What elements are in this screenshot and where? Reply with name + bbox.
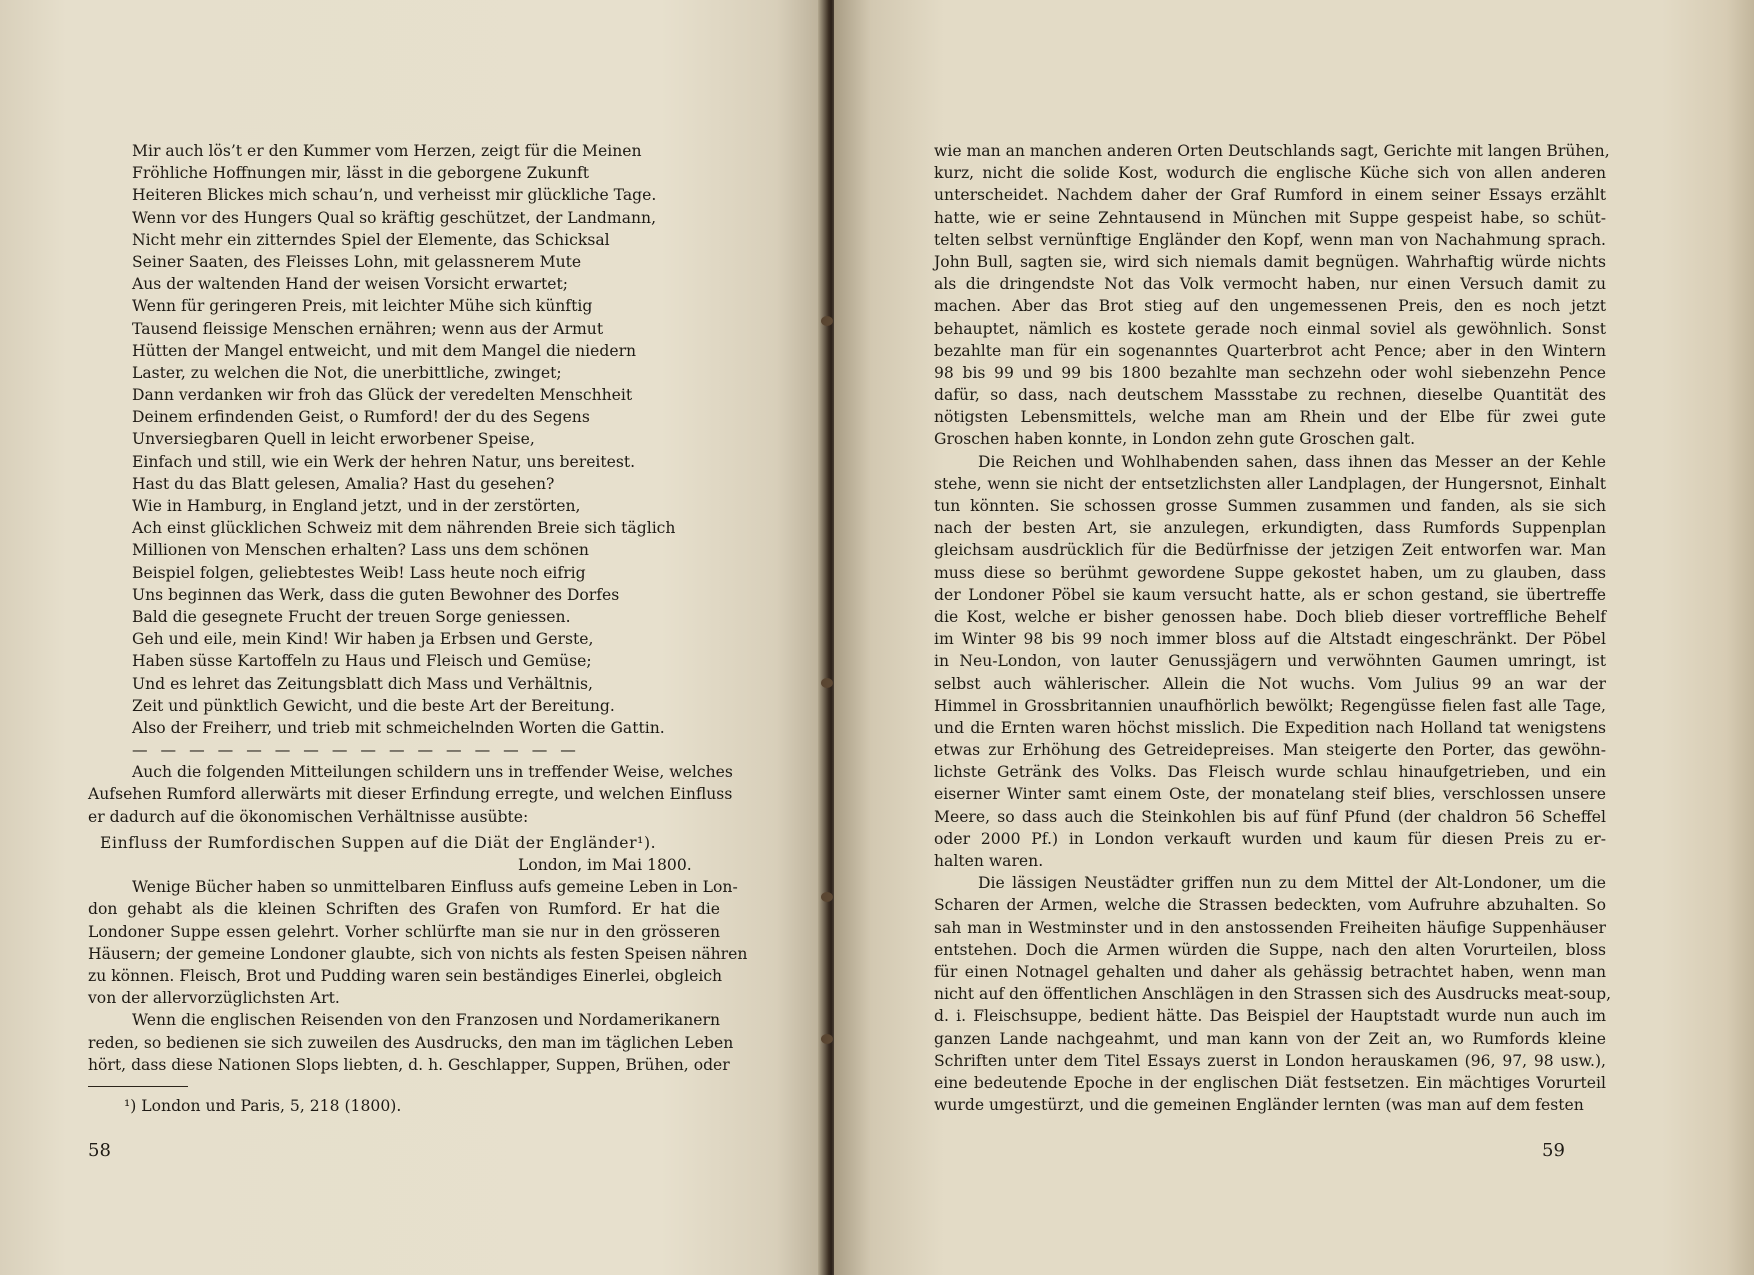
- section-heading: Einfluss der Rumfordischen Suppen auf die Diät der Engländer¹).: [100, 833, 657, 852]
- ellipsis-dashes: — — — — — — — — — — — — — — — —: [132, 741, 580, 760]
- text-line: Aufsehen Rumford allerwärts mit dieser Erfindung erregte, und welchen Einfluss: [88, 785, 733, 804]
- binding-stitch: [821, 678, 833, 688]
- text-line: Mir auch lös’t er den Kummer vom Herzen, zeigt für die Meinen: [132, 142, 642, 160]
- left-page-text: [88, 140, 748, 1117]
- intro-paragraph: [88, 761, 733, 828]
- text-line: Geh und eile, mein Kind! Wir haben ja Erbsen und Gerste,: [132, 630, 594, 649]
- text-line: Wenige Bücher haben so unmittelbaren Einfluss aufs gemeine Leben in Lon-: [132, 878, 738, 897]
- text-line: telten selbst vernünftige Engländer den Kopf, wenn man von Nachahmung sprach.: [934, 230, 1606, 249]
- text-line: bezahlte man für ein sogenanntes Quarterbrot acht Pence; aber in den Wintern: [934, 341, 1606, 360]
- binding-stitch: [821, 1034, 833, 1044]
- text-line: Uns beginnen das Werk, dass die guten Bewohner des Dorfes: [132, 585, 620, 604]
- text-line: Fröhliche Hoffnungen mir, lässt in die geborgene Zukunft: [132, 164, 590, 183]
- text-line: etwas zur Erhöhung des Getreidepreises. Man steigerte den Porter, das gewöhn-: [934, 741, 1606, 760]
- text-line: muss diese so berühmt gewordene Suppe gekostet haben, um zu glauben, dass: [934, 563, 1606, 582]
- text-line: in Neu-London, von lauter Genussjägern und verwöhnten Gaumen umringt, ist: [934, 652, 1606, 671]
- left-page: [0, 0, 826, 1275]
- text-line: als die dringendste Not das Volk vermocht haben, nur einen Versuch damit zu: [934, 275, 1606, 294]
- text-line: Hast du das Blatt gelesen, Amalia? Hast du gesehen?: [132, 474, 555, 493]
- text-line: hört, dass diese Nationen Slops liebten, d. h. Geschlapper, Suppen, Brühen, oder: [88, 1055, 730, 1074]
- text-line: Groschen haben konnte, in London zehn gute Groschen galt.: [934, 430, 1416, 449]
- text-line: Ach einst glücklichen Schweiz mit dem nährenden Breie sich täglich: [132, 519, 676, 538]
- right-page: [834, 0, 1754, 1275]
- text-line: von der allervorzüglichsten Art.: [88, 989, 340, 1008]
- right-page-text: [934, 140, 1612, 1116]
- text-line: lichste Getränk des Volks. Das Fleisch wurde schlau hinaufgetrieben, und ein: [934, 763, 1606, 782]
- text-line: Haben süsse Kartoffeln zu Haus und Fleisch und Gemüse;: [132, 652, 592, 671]
- paragraph-3: [934, 872, 1612, 1116]
- text-line: Heiteren Blickes mich schau’n, und verheisst mir glückliche Tage.: [132, 186, 657, 205]
- paragraph-2: [88, 1009, 734, 1076]
- text-line: John Bull, sagten sie, wird sich niemals damit begnügen. Wahrhaftig würde nichts: [934, 252, 1606, 271]
- text-line: Meere, so dass auch die Steinkohlen bis auf fünf Pfund (der chaldron 56 Scheffel: [934, 807, 1606, 826]
- text-line: stehe, wenn sie nicht der entsetzlichsten aller Landplagen, der Hungersnot, Einhalt: [934, 474, 1606, 493]
- text-line: Tausend fleissige Menschen ernähren; wenn aus der Armut: [132, 319, 604, 338]
- text-line: Unversiegbaren Quell in leicht erworbener Speise,: [132, 430, 535, 449]
- text-line: oder 2000 Pf.) in London verkauft wurden und kaum für diesen Preis zu er-: [934, 829, 1606, 848]
- text-line: Millionen von Menschen erhalten? Lass uns dem schönen: [132, 541, 589, 560]
- paragraph-1: [934, 140, 1610, 451]
- text-line: don gehabt als die kleinen Schriften des Grafen von Rumford. Er hat die: [88, 900, 720, 919]
- text-line: eine bedeutende Epoche in der englischen Diät festsetzen. Ein mächtiges Vorurteil: [934, 1073, 1606, 1092]
- text-line: Himmel in Grossbritannien unaufhörlich bewölkt; Regengüsse fielen fast alle Tage,: [934, 696, 1606, 715]
- text-line: Hütten der Mangel entweicht, und mit dem Mangel die niedern: [132, 341, 637, 360]
- page-number-left: 58: [88, 1140, 111, 1161]
- text-line: Scharen der Armen, welche die Strassen bedeckten, vom Aufruhre abzuhalten. So: [934, 896, 1606, 915]
- footnote: ¹) London und Paris, 5, 218 (1800).: [124, 1096, 402, 1115]
- text-line: kurz, nicht die solide Kost, wodurch die englische Küche sich von allen anderen: [934, 164, 1606, 183]
- text-line: Laster, zu welchen die Not, die unerbittliche, zwinget;: [132, 363, 562, 382]
- text-line: wurde umgestürzt, und die gemeinen Engländer lernten (was man auf dem festen: [934, 1096, 1584, 1115]
- text-line: Seiner Saaten, des Fleisses Lohn, mit gelassnerem Mute: [132, 252, 582, 271]
- text-line: wie man an manchen anderen Orten Deutschlands sagt, Gerichte mit langen Brühen,: [934, 142, 1610, 160]
- text-line: Die lässigen Neustädter griffen nun zu dem Mittel der Alt-Londoner, um die: [978, 874, 1606, 893]
- text-line: 98 bis 99 und 99 bis 1800 bezahlte man sechzehn oder wohl siebenzehn Pence: [934, 363, 1606, 382]
- paragraph-2: [934, 451, 1606, 873]
- text-line: Beispiel folgen, geliebtestes Weib! Lass heute noch eifrig: [132, 563, 586, 582]
- text-line: Also der Freiherr, und trieb mit schmeichelnden Worten die Gattin.: [132, 718, 665, 737]
- text-line: Londoner Suppe essen gelehrt. Vorher schlürfte man sie nur in den grösseren: [88, 922, 720, 941]
- text-line: gleichsam ausdrücklich für die Bedürfnisse der jetzigen Zeit entworfen war. Man: [934, 541, 1606, 560]
- text-line: für einen Notnagel gehalten und daher als gehässig betrachtet haben, wenn man: [934, 962, 1606, 981]
- text-line: Bald die gesegnete Frucht der treuen Sorge geniessen.: [132, 607, 571, 626]
- binding-stitch: [821, 892, 833, 902]
- text-line: Wie in Hamburg, in England jetzt, und in der zerstörten,: [132, 497, 581, 515]
- text-line: Häusern; der gemeine Londoner glaubte, sich von nichts als festen Speisen nähren: [88, 944, 748, 963]
- text-line: im Winter 98 bis 99 noch immer bloss auf die Altstadt eingeschränkt. Der Pöbel: [934, 630, 1606, 649]
- text-line: entstehen. Doch die Armen würden die Suppe, nach den alten Vorurteilen, bloss: [934, 940, 1606, 959]
- text-line: nötigsten Lebensmittels, welche man am Rhein und der Elbe für zwei gute: [934, 408, 1606, 427]
- paragraph-1: [88, 876, 748, 1009]
- text-line: Einfach und still, wie ein Werk der hehren Natur, uns bereitest.: [132, 452, 636, 471]
- text-line: nach der besten Art, sie anzulegen, erkundigten, dass Rumfords Suppenplan: [934, 519, 1606, 538]
- text-line: Und es lehret das Zeitungsblatt dich Mass und Verhältnis,: [132, 674, 593, 693]
- poem: [132, 140, 720, 739]
- text-line: der Londoner Pöbel sie kaum versucht hatte, als er schon gestand, sie übertreffe: [934, 585, 1606, 604]
- text-line: Die Reichen und Wohlhabenden sahen, dass ihnen das Messer an der Kehle: [978, 452, 1606, 471]
- dateline: London, im Mai 1800.: [518, 856, 692, 874]
- text-line: Aus der waltenden Hand der weisen Vorsicht erwartet;: [132, 275, 569, 294]
- text-line: eiserner Winter samt einem Oste, der monatelang steif blies, verschlossen unsere: [934, 785, 1606, 804]
- text-line: Nicht mehr ein zitterndes Spiel der Elemente, das Schicksal: [132, 230, 610, 249]
- text-line: d. i. Fleischsuppe, bedient hätte. Das Beispiel der Hauptstadt wurde nun auch im: [934, 1007, 1606, 1026]
- text-line: Dann verdanken wir froh das Glück der veredelten Menschheit: [132, 386, 633, 405]
- text-line: ganzen Lande nachgeahmt, und man kann von der Zeit an, wo Rumfords kleine: [934, 1029, 1606, 1048]
- text-line: tun könnten. Sie schossen grosse Summen zusammen und fanden, als sie sich: [934, 497, 1606, 515]
- text-line: nicht auf den öffentlichen Anschlägen in den Strassen sich des Ausdrucks meat-soup,: [934, 985, 1612, 1004]
- text-line: behauptet, nämlich es kostete gerade noch einmal soviel als gewöhnlich. Sonst: [934, 319, 1606, 338]
- text-line: Zeit und pünktlich Gewicht, und die beste Art der Bereitung.: [132, 696, 615, 715]
- text-line: selbst auch wählerischer. Allein die Not wuchs. Vom Julius 99 an war der: [934, 674, 1606, 693]
- text-line: Schriften unter dem Titel Essays zuerst in London herauskamen (96, 97, 98 usw.),: [934, 1051, 1606, 1070]
- text-line: reden, so bedienen sie sich zuweilen des Ausdrucks, den man im täglichen Leben: [88, 1033, 734, 1052]
- text-line: dafür, so dass, nach deutschem Massstabe zu rechnen, dieselbe Quantität des: [934, 386, 1606, 405]
- binding-stitch: [821, 316, 833, 326]
- text-line: machen. Aber das Brot stieg auf den ungemessenen Preis, den es noch jetzt: [934, 297, 1606, 316]
- text-line: halten waren.: [934, 852, 1044, 870]
- text-line: die Kost, welche er bisher genossen habe. Doch blieb dieser vortreffliche Behelf: [934, 607, 1606, 626]
- text-line: unterscheidet. Nachdem daher der Graf Rumford in einem seiner Essays erzählt: [934, 186, 1606, 205]
- text-line: Deinem erfindenden Geist, o Rumford! der du des Segens: [132, 408, 590, 427]
- footnote-rule: [88, 1086, 188, 1087]
- text-line: Wenn vor des Hungers Qual so kräftig geschützet, der Landmann,: [132, 208, 657, 227]
- text-line: hatte, wie er seine Zehntausend in München mit Suppe gespeist habe, so schüt-: [934, 208, 1606, 227]
- page-number-right: 59: [1542, 1140, 1565, 1161]
- text-line: sah man in Westminster und in den anstossenden Freiheiten häufige Suppenhäuser: [934, 918, 1606, 937]
- text-line: und die Ernten waren höchst misslich. Die Expedition nach Holland tat wenigstens: [934, 718, 1606, 737]
- text-line: Wenn für geringeren Preis, mit leichter Mühe sich künftig: [132, 297, 593, 316]
- text-line: er dadurch auf die ökonomischen Verhältnisse ausübte:: [88, 807, 529, 826]
- text-line: Auch die folgenden Mitteilungen schildern uns in treffender Weise, welches: [132, 763, 733, 782]
- text-line: Wenn die englischen Reisenden von den Franzosen und Nordamerikanern: [132, 1011, 720, 1030]
- text-line: zu können. Fleisch, Brot und Pudding waren sein beständiges Einerlei, obgleich: [88, 966, 723, 985]
